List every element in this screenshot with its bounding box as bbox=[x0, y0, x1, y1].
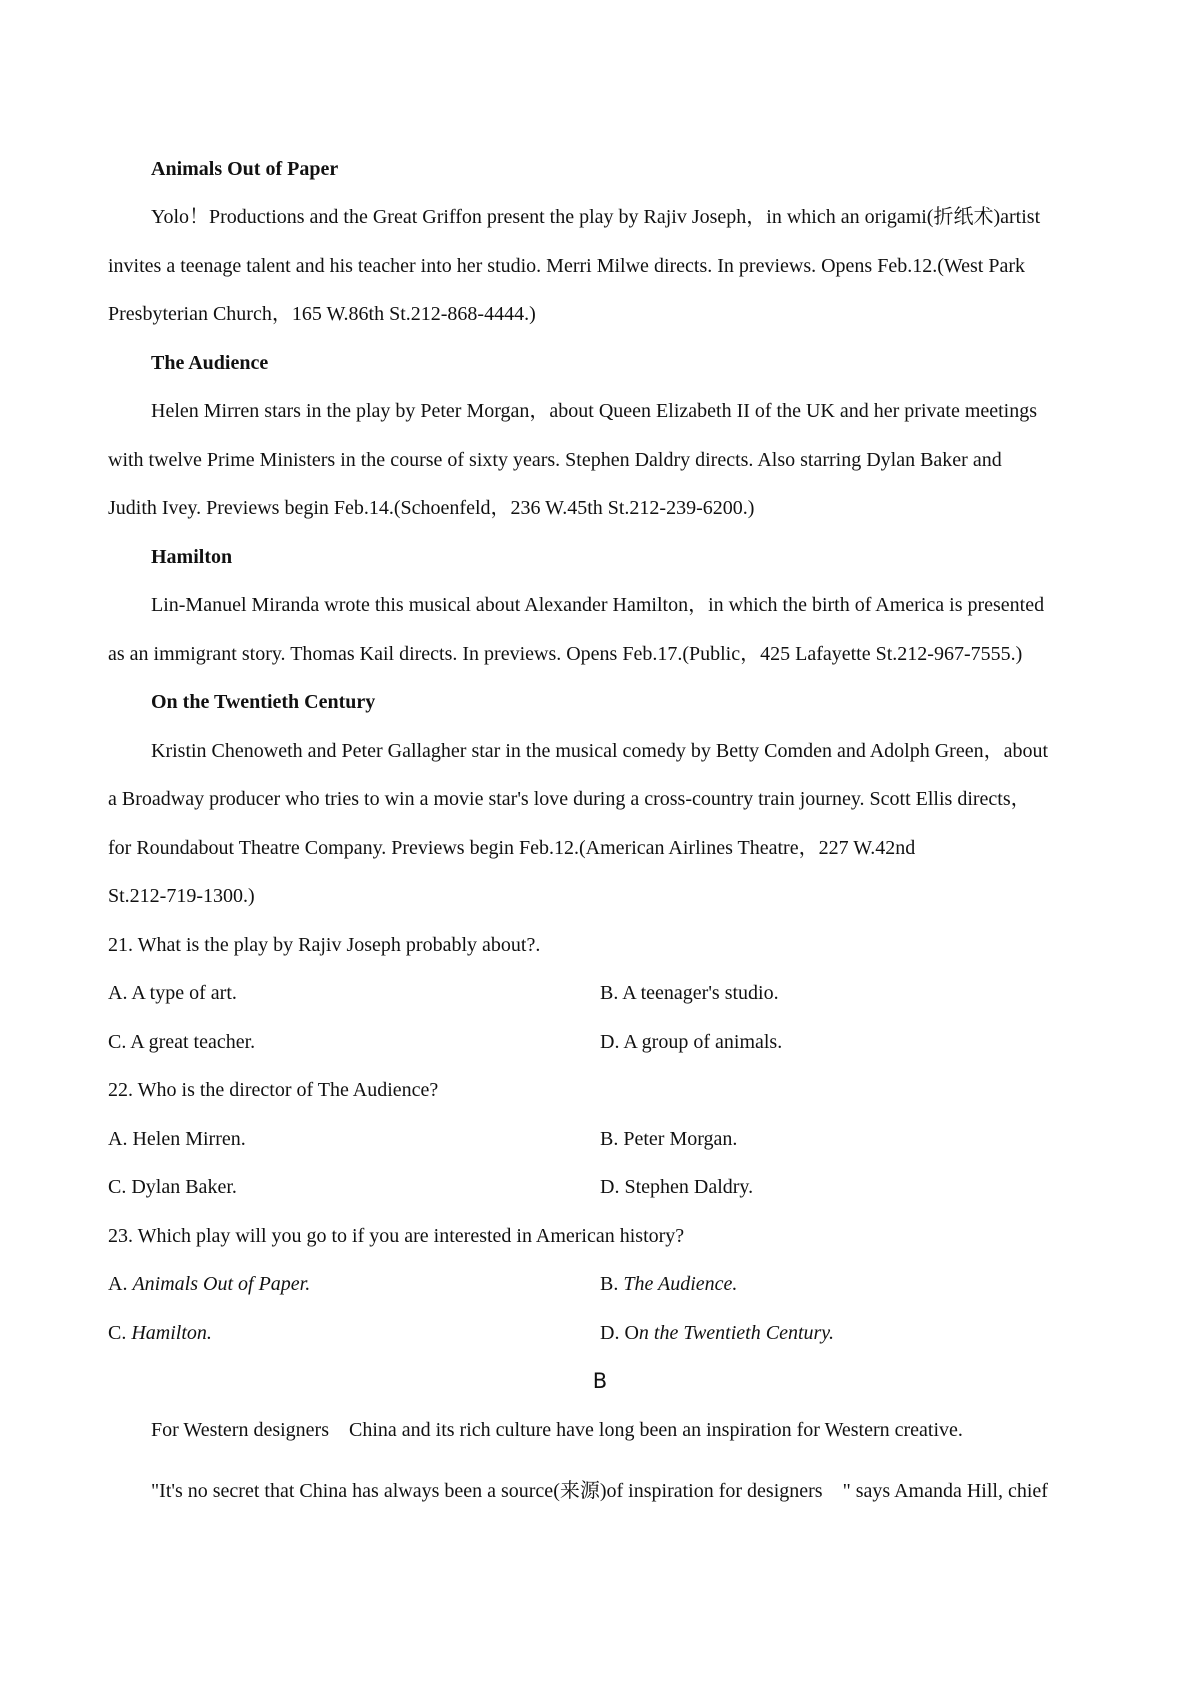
paragraph-line: with twelve Prime Ministers in the course of sixty years. Stephen Daldry directs. Also starring Dylan Baker and bbox=[108, 449, 1002, 471]
paragraph-line: Judith Ivey. Previews begin Feb.14.(Schoenfeld，236 W.45th St.212-239-6200.) bbox=[108, 497, 755, 519]
option-d: D. On the Twentieth Century. bbox=[600, 1322, 835, 1344]
paragraph-line: a Broadway producer who tries to win a movie star's love during a cross-country train journey. Scott Ellis directs， bbox=[108, 788, 1031, 810]
paragraph-line: Kristin Chenoweth and Peter Gallagher star in the musical comedy by Betty Comden and Adolph Green，about bbox=[151, 740, 1049, 762]
section-title: On the Twentieth Century bbox=[151, 691, 376, 713]
paragraph-line: For Western designers China and its rich culture have long been an inspiration for Western creative. bbox=[151, 1419, 963, 1441]
paragraph-line: Yolo！Productions and the Great Griffon present the play by Rajiv Joseph，in which an origami(折纸术)artist bbox=[151, 206, 1041, 228]
paragraph-line: "It's no secret that China has always been a source(来源)of inspiration for designers " says Amanda Hill, chief bbox=[151, 1480, 1048, 1502]
option-b: B. The Audience. bbox=[600, 1273, 738, 1295]
question-stem: 23. Which play will you go to if you are interested in American history? bbox=[108, 1225, 685, 1247]
question-stem: 21. What is the play by Rajiv Joseph probably about?. bbox=[108, 934, 541, 956]
option-b: B. A teenager's studio. bbox=[600, 982, 779, 1004]
paragraph-line: as an immigrant story. Thomas Kail directs. In previews. Opens Feb.17.(Public，425 Lafayette St.212-967-7555.) bbox=[108, 643, 1023, 665]
option-c: C. Hamilton. bbox=[108, 1322, 212, 1344]
option-d: D. Stephen Daldry. bbox=[600, 1176, 754, 1198]
paragraph-line: for Roundabout Theatre Company. Previews begin Feb.12.(American Airlines Theatre，227 W.42nd bbox=[108, 837, 916, 859]
paragraph-line: Lin-Manuel Miranda wrote this musical about Alexander Hamilton，in which the birth of America is presented bbox=[151, 594, 1045, 616]
section-title: The Audience bbox=[151, 352, 269, 374]
option-a: A. Helen Mirren. bbox=[108, 1128, 246, 1150]
paragraph-line: Presbyterian Church，165 W.86th St.212-868-4444.) bbox=[108, 303, 536, 325]
section-title: Animals Out of Paper bbox=[151, 158, 339, 180]
option-c: C. Dylan Baker. bbox=[108, 1176, 237, 1198]
paragraph-line: St.212-719-1300.) bbox=[108, 885, 255, 907]
question-stem: 22. Who is the director of The Audience? bbox=[108, 1079, 439, 1101]
option-b: B. Peter Morgan. bbox=[600, 1128, 738, 1150]
part-heading: B bbox=[592, 1369, 608, 1393]
section-title: Hamilton bbox=[151, 546, 233, 568]
option-c: C. A great teacher. bbox=[108, 1031, 256, 1053]
option-a: A. A type of art. bbox=[108, 982, 237, 1004]
option-a: A. Animals Out of Paper. bbox=[108, 1273, 311, 1295]
paragraph-line: invites a teenage talent and his teacher into her studio. Merri Milwe directs. In previews. Opens Feb.12.(West Park bbox=[108, 255, 1026, 277]
option-d: D. A group of animals. bbox=[600, 1031, 783, 1053]
paragraph-line: Helen Mirren stars in the play by Peter Morgan，about Queen Elizabeth II of the UK and her private meetings bbox=[151, 400, 1038, 422]
